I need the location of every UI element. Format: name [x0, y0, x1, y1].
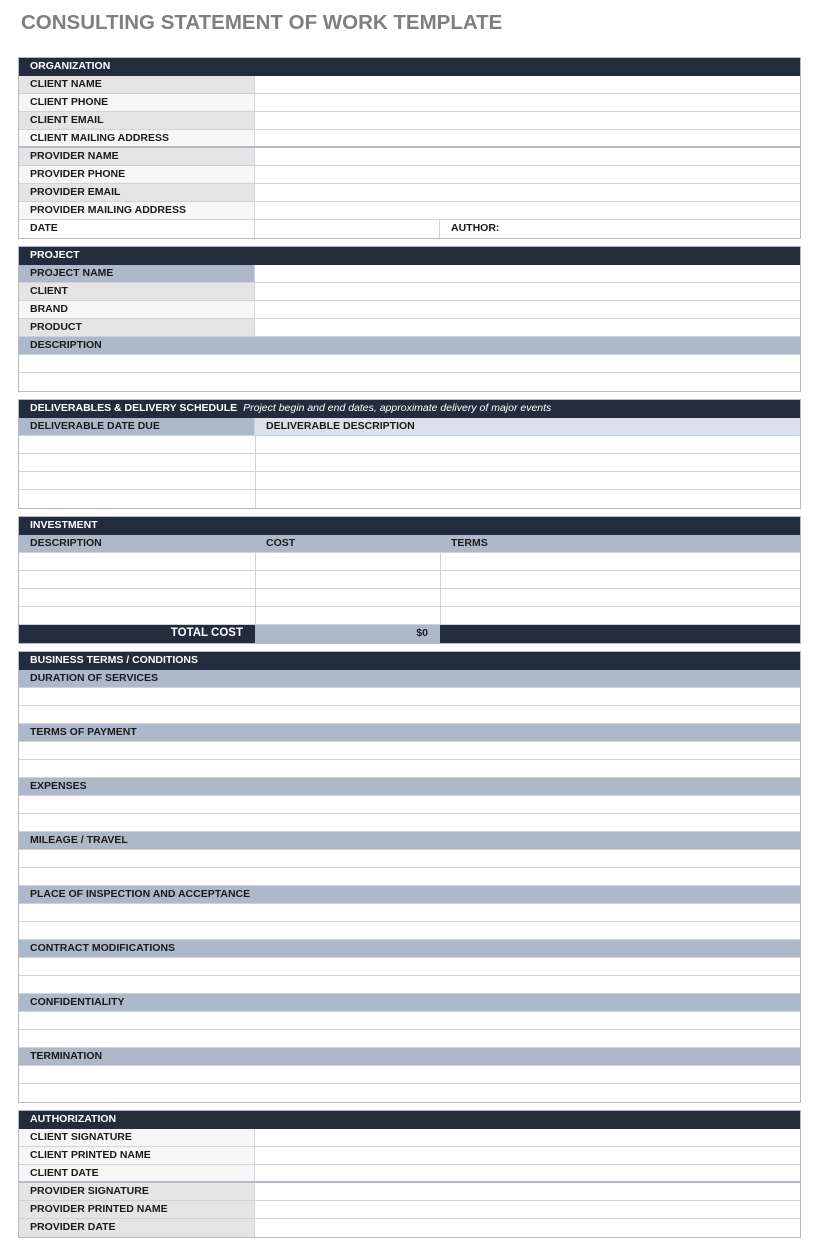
mileage-travel-field-1[interactable] [19, 850, 800, 868]
deliverables-header-note: Project begin and end dates, approximate delivery of major events [243, 402, 552, 414]
business-terms-header-label: BUSINESS TERMS / CONDITIONS [30, 654, 199, 666]
client-name-label: CLIENT NAME [19, 76, 255, 93]
termination-row [19, 1048, 800, 1066]
provider-signature-label: PROVIDER SIGNATURE [19, 1183, 255, 1200]
termination-field-1[interactable] [19, 1066, 800, 1084]
confidentiality-label: CONFIDENTIALITY [30, 996, 125, 1008]
confidentiality-field-2[interactable] [19, 1030, 800, 1048]
provider-date-field[interactable] [255, 1219, 800, 1237]
project-header [19, 247, 800, 265]
confidentiality-row [19, 994, 800, 1012]
total-cost-filler [440, 625, 800, 643]
mileage-travel-label: MILEAGE / TRAVEL [30, 834, 128, 846]
client-email-label: CLIENT EMAIL [19, 112, 255, 129]
confidentiality-field-1[interactable] [19, 1012, 800, 1030]
date-row [19, 220, 800, 238]
deliverables-header-title: DELIVERABLES & DELIVERY SCHEDULE [30, 402, 238, 414]
provider-mailing-label: PROVIDER MAILING ADDRESS [19, 202, 255, 219]
terms-of-payment-field-1[interactable] [19, 742, 800, 760]
deliverable-date-column-label: DELIVERABLE DATE DUE [19, 418, 255, 435]
investment-header [19, 517, 800, 535]
client-email-field[interactable] [255, 112, 800, 129]
provider-date-row [19, 1219, 800, 1237]
terms-of-payment-label: TERMS OF PAYMENT [30, 726, 137, 738]
provider-name-field[interactable] [255, 148, 800, 165]
contract-modifications-field-1[interactable] [19, 958, 800, 976]
investment-row-3[interactable] [19, 589, 800, 607]
brand-row [19, 301, 800, 319]
deliverable-row-2[interactable] [19, 454, 800, 472]
product-label: PRODUCT [19, 319, 255, 336]
provider-signature-field[interactable] [255, 1183, 800, 1200]
deliverables-section [18, 399, 801, 509]
contract-modifications-row [19, 940, 800, 958]
inspection-acceptance-field-1[interactable] [19, 904, 800, 922]
terms-of-payment-field-2[interactable] [19, 760, 800, 778]
project-section [18, 246, 801, 392]
provider-email-row [19, 184, 800, 202]
total-cost-row [19, 625, 800, 643]
deliverable-description-column-label: DELIVERABLE DESCRIPTION [255, 418, 800, 435]
provider-printed-name-label: PROVIDER PRINTED NAME [19, 1201, 255, 1218]
provider-phone-row [19, 166, 800, 184]
date-field[interactable] [255, 220, 440, 238]
client-phone-label: CLIENT PHONE [19, 94, 255, 111]
deliverable-row-3[interactable] [19, 472, 800, 490]
date-label: DATE [19, 220, 255, 238]
inspection-acceptance-field-2[interactable] [19, 922, 800, 940]
project-name-row [19, 265, 800, 283]
investment-cost-column-label: COST [266, 537, 296, 549]
inspection-acceptance-row [19, 886, 800, 904]
authorization-header [19, 1111, 800, 1129]
client-name-row [19, 76, 800, 94]
client-signature-field[interactable] [255, 1129, 800, 1146]
project-description-field-2[interactable] [19, 373, 800, 391]
provider-mailing-row [19, 202, 800, 220]
client-date-row [19, 1165, 800, 1183]
contract-modifications-label: CONTRACT MODIFICATIONS [30, 942, 176, 954]
deliverable-row-1[interactable] [19, 436, 800, 454]
project-description-field-1[interactable] [19, 355, 800, 373]
contract-modifications-field-2[interactable] [19, 976, 800, 994]
client-date-label: CLIENT DATE [19, 1165, 255, 1181]
organization-header [19, 58, 800, 76]
duration-of-services-label: DURATION OF SERVICES [30, 672, 158, 684]
investment-description-column-label: DESCRIPTION [30, 537, 102, 549]
organization-header-label: ORGANIZATION [30, 60, 111, 72]
investment-row-1[interactable] [19, 553, 800, 571]
client-signature-row [19, 1129, 800, 1147]
project-header-label: PROJECT [30, 249, 80, 261]
duration-of-services-field-2[interactable] [19, 706, 800, 724]
provider-phone-label: PROVIDER PHONE [19, 166, 255, 183]
client-phone-row [19, 94, 800, 112]
client-printed-name-row [19, 1147, 800, 1165]
investment-section [18, 516, 801, 644]
brand-field[interactable] [255, 301, 800, 318]
investment-header-label: INVESTMENT [30, 519, 98, 531]
inspection-acceptance-label: PLACE OF INSPECTION AND ACCEPTANCE [30, 888, 251, 900]
termination-label: TERMINATION [30, 1050, 103, 1062]
client-phone-field[interactable] [255, 94, 800, 111]
provider-date-label: PROVIDER DATE [19, 1219, 255, 1237]
client-printed-name-label: CLIENT PRINTED NAME [19, 1147, 255, 1164]
provider-email-field[interactable] [255, 184, 800, 201]
project-name-label: PROJECT NAME [19, 265, 255, 282]
provider-phone-field[interactable] [255, 166, 800, 183]
provider-email-label: PROVIDER EMAIL [19, 184, 255, 201]
client-signature-label: CLIENT SIGNATURE [19, 1129, 255, 1146]
investment-column-row [19, 535, 800, 553]
client-printed-name-field[interactable] [255, 1147, 800, 1164]
project-name-field[interactable] [255, 265, 800, 282]
investment-row-2[interactable] [19, 571, 800, 589]
authorization-header-label: AUTHORIZATION [30, 1113, 117, 1125]
client-email-row [19, 112, 800, 130]
mileage-travel-field-2[interactable] [19, 868, 800, 886]
provider-printed-name-row [19, 1201, 800, 1219]
terms-of-payment-row [19, 724, 800, 742]
project-description-label: DESCRIPTION [30, 339, 102, 351]
product-row [19, 319, 800, 337]
expenses-row [19, 778, 800, 796]
investment-terms-column-label: TERMS [451, 537, 488, 549]
client-mailing-label: CLIENT MAILING ADDRESS [19, 130, 255, 146]
business-terms-section [18, 651, 801, 1103]
investment-row-4[interactable] [19, 607, 800, 625]
product-field[interactable] [255, 319, 800, 336]
project-description-row [19, 337, 800, 355]
client-mailing-row [19, 130, 800, 148]
project-client-label: CLIENT [19, 283, 255, 300]
mileage-travel-row [19, 832, 800, 850]
author-label[interactable]: AUTHOR: [451, 222, 500, 234]
termination-field-2[interactable] [19, 1084, 800, 1102]
deliverables-column-row [19, 418, 800, 436]
project-client-field[interactable] [255, 283, 800, 300]
expenses-label: EXPENSES [30, 780, 87, 792]
expenses-field-2[interactable] [19, 814, 800, 832]
organization-section [18, 57, 801, 239]
authorization-section [18, 1110, 801, 1238]
client-mailing-field[interactable] [255, 130, 800, 146]
client-date-field[interactable] [255, 1165, 800, 1181]
total-cost-label: TOTAL COST [19, 625, 255, 643]
business-terms-header [19, 652, 800, 670]
brand-label: BRAND [19, 301, 255, 318]
deliverable-row-4[interactable] [19, 490, 800, 508]
deliverables-header [19, 400, 800, 418]
expenses-field-1[interactable] [19, 796, 800, 814]
duration-of-services-row [19, 670, 800, 688]
client-name-field[interactable] [255, 76, 800, 93]
deliverables-header-label [19, 400, 800, 418]
provider-mailing-field[interactable] [255, 202, 800, 219]
provider-name-label: PROVIDER NAME [19, 148, 255, 165]
provider-signature-row [19, 1183, 800, 1201]
provider-printed-name-field[interactable] [255, 1201, 800, 1218]
page-title: CONSULTING STATEMENT OF WORK TEMPLATE [21, 11, 503, 34]
project-client-row [19, 283, 800, 301]
duration-of-services-field-1[interactable] [19, 688, 800, 706]
provider-name-row [19, 148, 800, 166]
total-cost-value: $0 [255, 625, 440, 643]
